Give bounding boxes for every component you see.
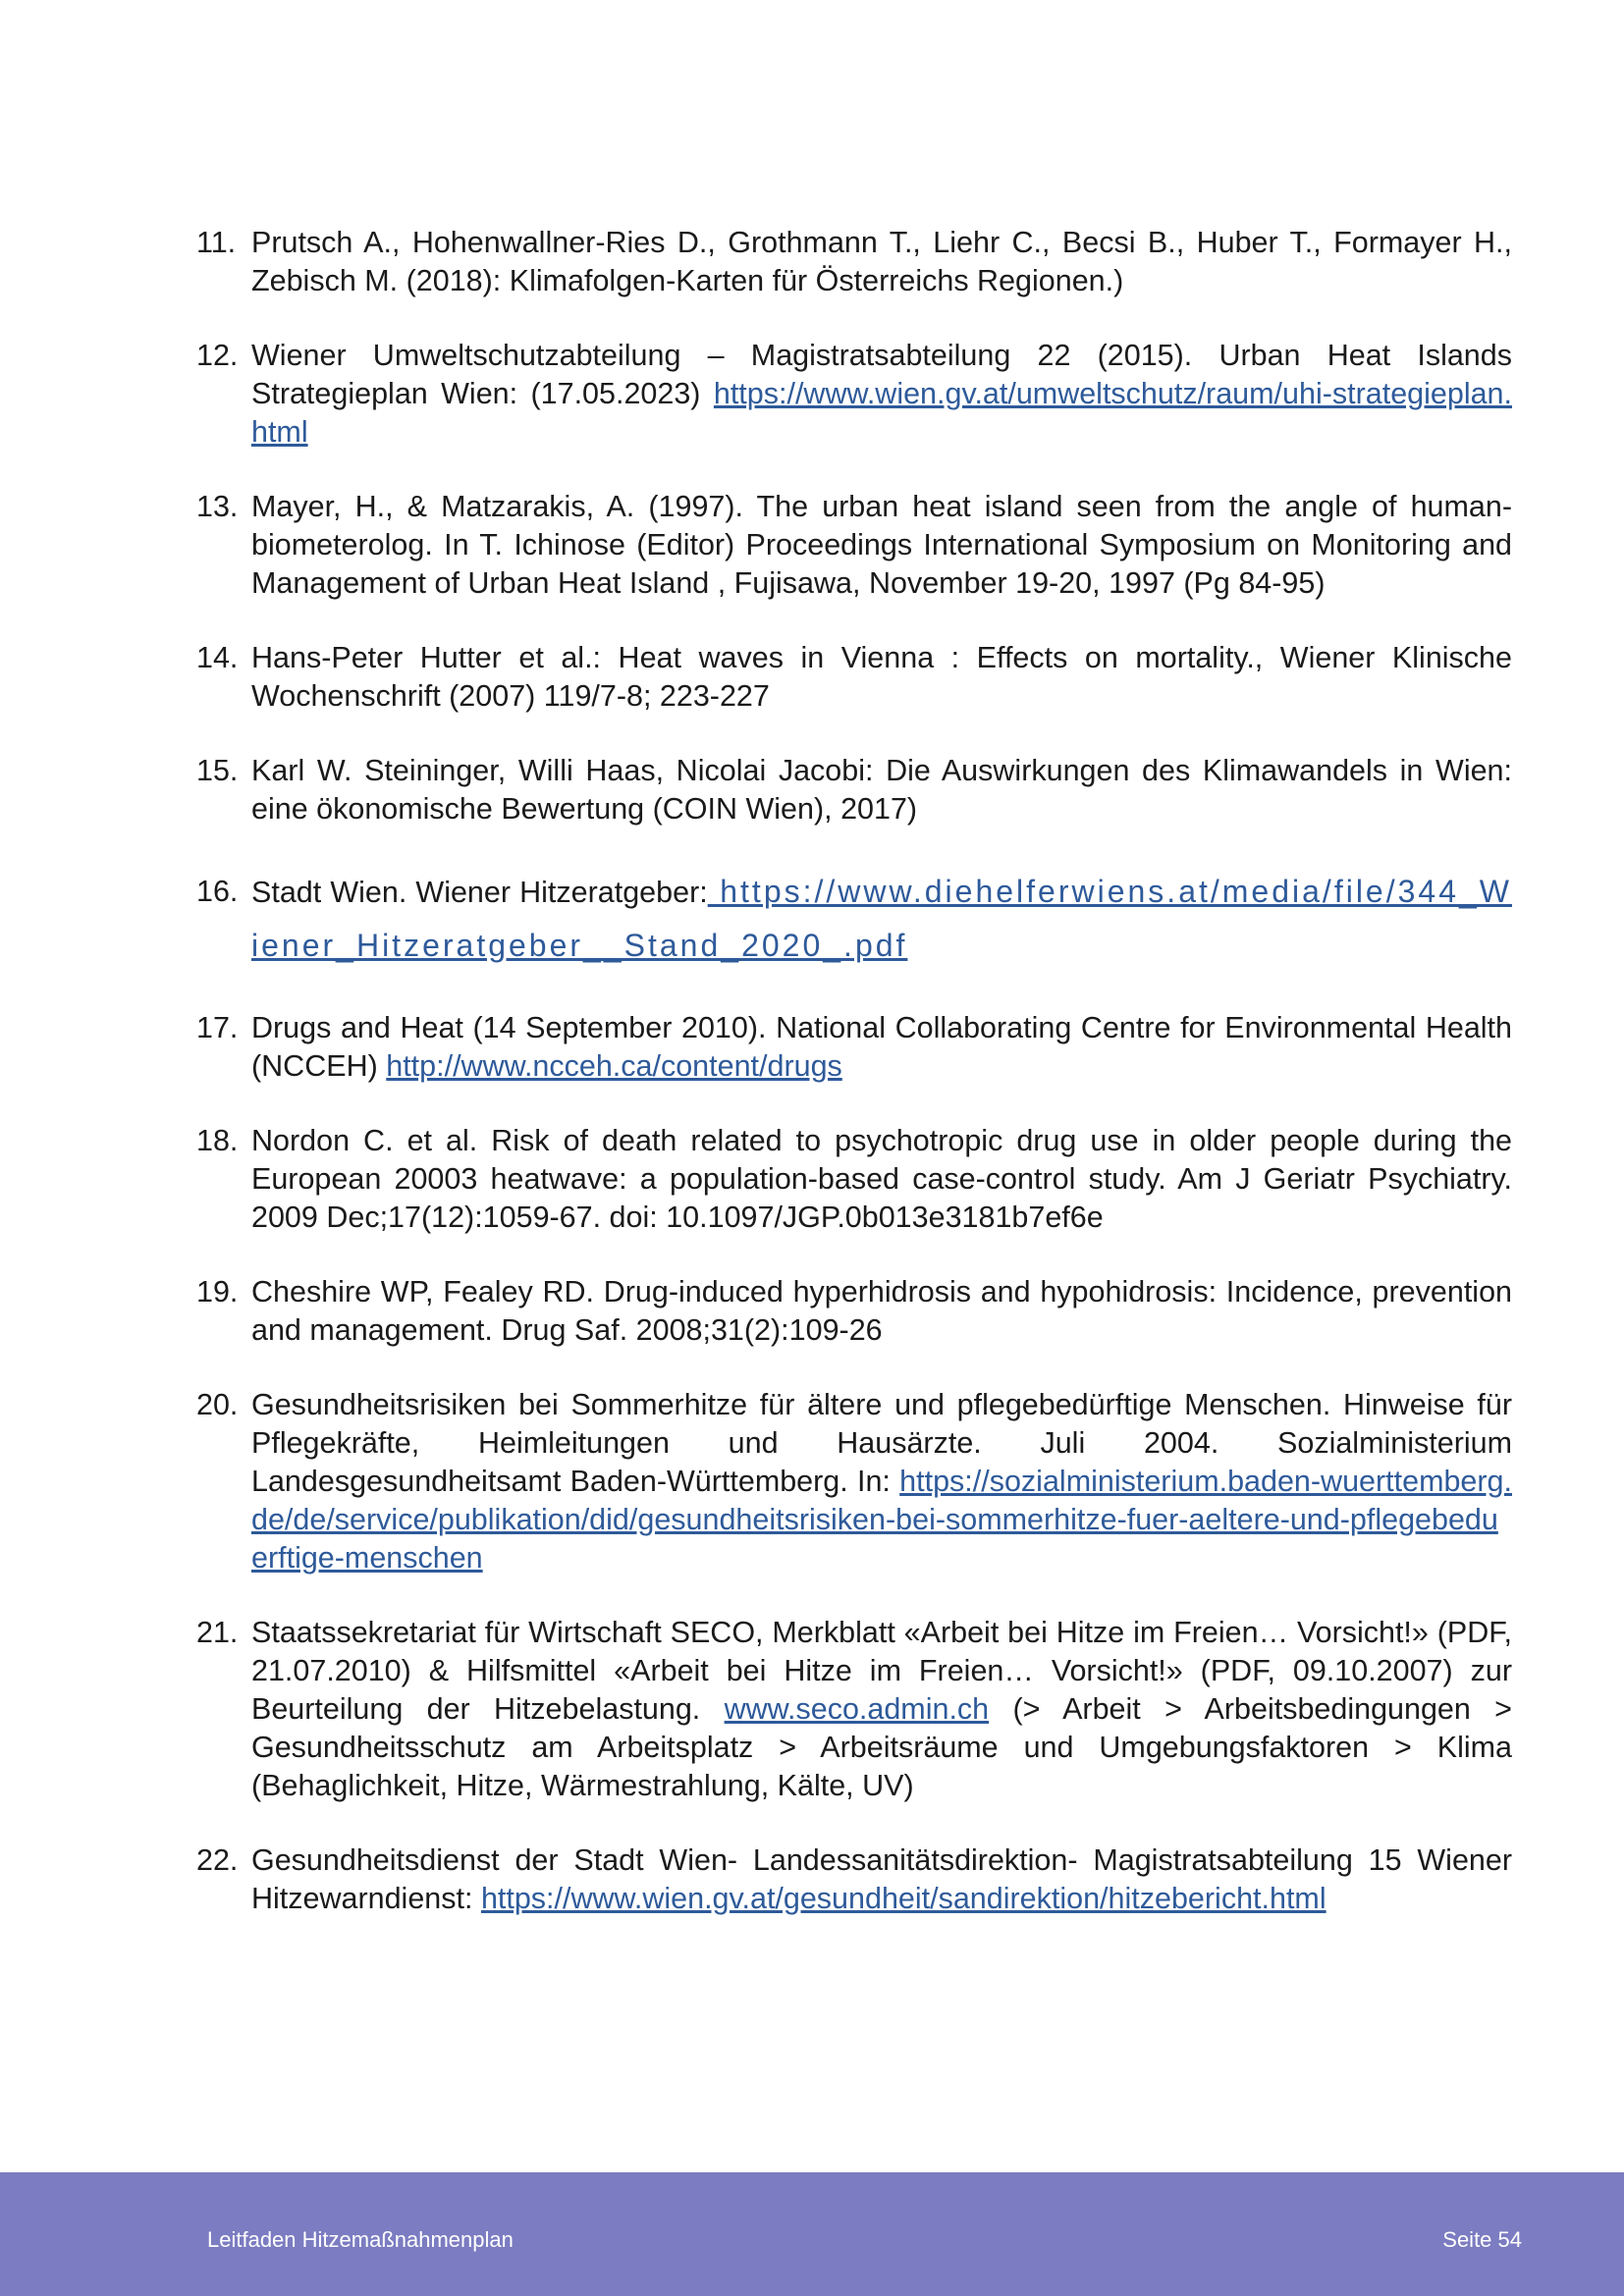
reference-text: Wiener Umweltschutzabteilung – Magistratsabteilung 22 (2015). Urban Heat Islands Strategieplan Wien: (17.05.2023) xyxy=(251,339,1512,410)
reference-item xyxy=(196,1386,1512,1577)
reference-text: Nordon C. et al. Risk of death related to psychotropic drug use in older people during the European 20003 heatwave: a population-based case-control study. Am J Geriatr Psychiatry. 2009 Dec;17(12):1059-67. doi: 10.1097/JGP.0b013e3181b7ef6e xyxy=(251,1124,1512,1234)
reference-text: Prutsch A., Hohenwallner-Ries D., Grothmann T., Liehr C., Becsi B., Huber T., Formayer H., Zebisch M. (2018): Klimafolgen-Karten für Österreichs Regionen.) xyxy=(251,226,1512,297)
reference-text: Stadt Wien. Wiener Hitzeratgeber: xyxy=(251,876,708,909)
page-footer xyxy=(0,2172,1624,2296)
reference-number: 22. xyxy=(196,1843,239,1877)
reference-item xyxy=(196,224,1512,300)
reference-number: 11. xyxy=(196,226,237,259)
reference-text-after: (> Arbeit > Arbeitsbedingungen > Gesundheitsschutz am Arbeitsplatz > Arbeitsräume und Umgebungsfaktoren > Klima (Behaglichkeit, Hitze, Wärmestrahlung, Kälte, UV) xyxy=(251,1692,1512,1802)
reference-link[interactable]: https://www.diehelferwiens.at/media/file/344_Wiener_Hitzeratgeber__Stand_2020_.pdf xyxy=(251,874,1512,963)
reference-item xyxy=(196,1614,1512,1805)
footer-title: Leitfaden Hitzemaßnahmenplan xyxy=(207,2227,514,2252)
reference-number: 15. xyxy=(196,754,239,787)
reference-text: Mayer, H., & Matzarakis, A. (1997). The urban heat island seen from the angle of human-biometerolog. In T. Ichinose (Editor) Proceedings International Symposium on Monitoring and Management of Urban Heat Island , Fujisawa, November 19-20, 1997 (Pg 84-95) xyxy=(251,490,1512,600)
reference-number: 14. xyxy=(196,641,239,674)
reference-item xyxy=(196,1122,1512,1237)
reference-text: Gesundheitsrisiken bei Sommerhitze für ältere und pflegebedürftige Menschen. Hinweise für Pflegekräfte, Heimleitungen und Hausärzte. Juli 2004. Sozialministerium Landesgesundheitsamt Baden-Württemberg. In: xyxy=(251,1388,1512,1498)
reference-link[interactable]: https://www.wien.gv.at/umweltschutz/raum/uhi-strategieplan.html xyxy=(251,377,1512,449)
page-number: Seite 54 xyxy=(1442,2227,1522,2252)
reference-item xyxy=(196,337,1512,452)
reference-text: Gesundheitsdienst der Stadt Wien- Landessanitätsdirektion- Magistratsabteilung 15 Wiener Hitzewarndienst: xyxy=(251,1843,1512,1915)
reference-link[interactable]: https://sozialministerium.baden-wuerttemberg.de/de/service/publikation/did/gesundheitsrisiken-bei-sommerhitze-fuer-aeltere-und-pflegebeduerftige-menschen xyxy=(251,1465,1512,1575)
reference-link[interactable]: http://www.ncceh.ca/content/drugs xyxy=(386,1049,842,1083)
reference-number: 19. xyxy=(196,1275,239,1308)
reference-list xyxy=(196,224,1512,1954)
reference-item xyxy=(196,1009,1512,1086)
reference-item xyxy=(196,1273,1512,1350)
reference-text: Drugs and Heat (14 September 2010). National Collaborating Centre for Environmental Health (NCCEH) xyxy=(251,1011,1512,1083)
reference-number: 12. xyxy=(196,339,239,372)
reference-link[interactable]: https://www.wien.gv.at/gesundheit/sandirektion/hitzebericht.html xyxy=(480,1882,1326,1915)
reference-text: Cheshire WP, Fealey RD. Drug-induced hyperhidrosis and hypohidrosis: Incidence, prevention and management. Drug Saf. 2008;31(2):109-26 xyxy=(251,1275,1512,1347)
reference-item xyxy=(196,865,1512,973)
reference-number: 20. xyxy=(196,1388,239,1421)
reference-text: Karl W. Steininger, Willi Haas, Nicolai Jacobi: Die Auswirkungen des Klimawandels in Wien: eine ökonomische Bewertung (COIN Wien), 2017) xyxy=(251,754,1512,826)
reference-item xyxy=(196,639,1512,716)
reference-item xyxy=(196,488,1512,603)
reference-text: Staatssekretariat für Wirtschaft SECO, Merkblatt «Arbeit bei Hitze im Freien… Vorsicht!» (PDF, 21.07.2010) & Hilfsmittel «Arbeit bei Hitze im Freien… Vorsicht!» (PDF, 09.10.2007) zur Beurteilung der Hitzebelastung. xyxy=(251,1616,1512,1726)
reference-number: 13. xyxy=(196,490,239,523)
reference-number: 18. xyxy=(196,1124,239,1157)
reference-link[interactable]: www.seco.admin.ch xyxy=(724,1692,990,1726)
reference-item xyxy=(196,752,1512,828)
reference-number: 16. xyxy=(196,875,239,908)
reference-number: 21. xyxy=(196,1616,239,1649)
reference-text: Hans-Peter Hutter et al.: Heat waves in Vienna : Effects on mortality., Wiener Klinische Wochenschrift (2007) 119/7-8; 223-227 xyxy=(251,641,1512,713)
reference-item xyxy=(196,1842,1512,1918)
reference-number: 17. xyxy=(196,1011,239,1044)
